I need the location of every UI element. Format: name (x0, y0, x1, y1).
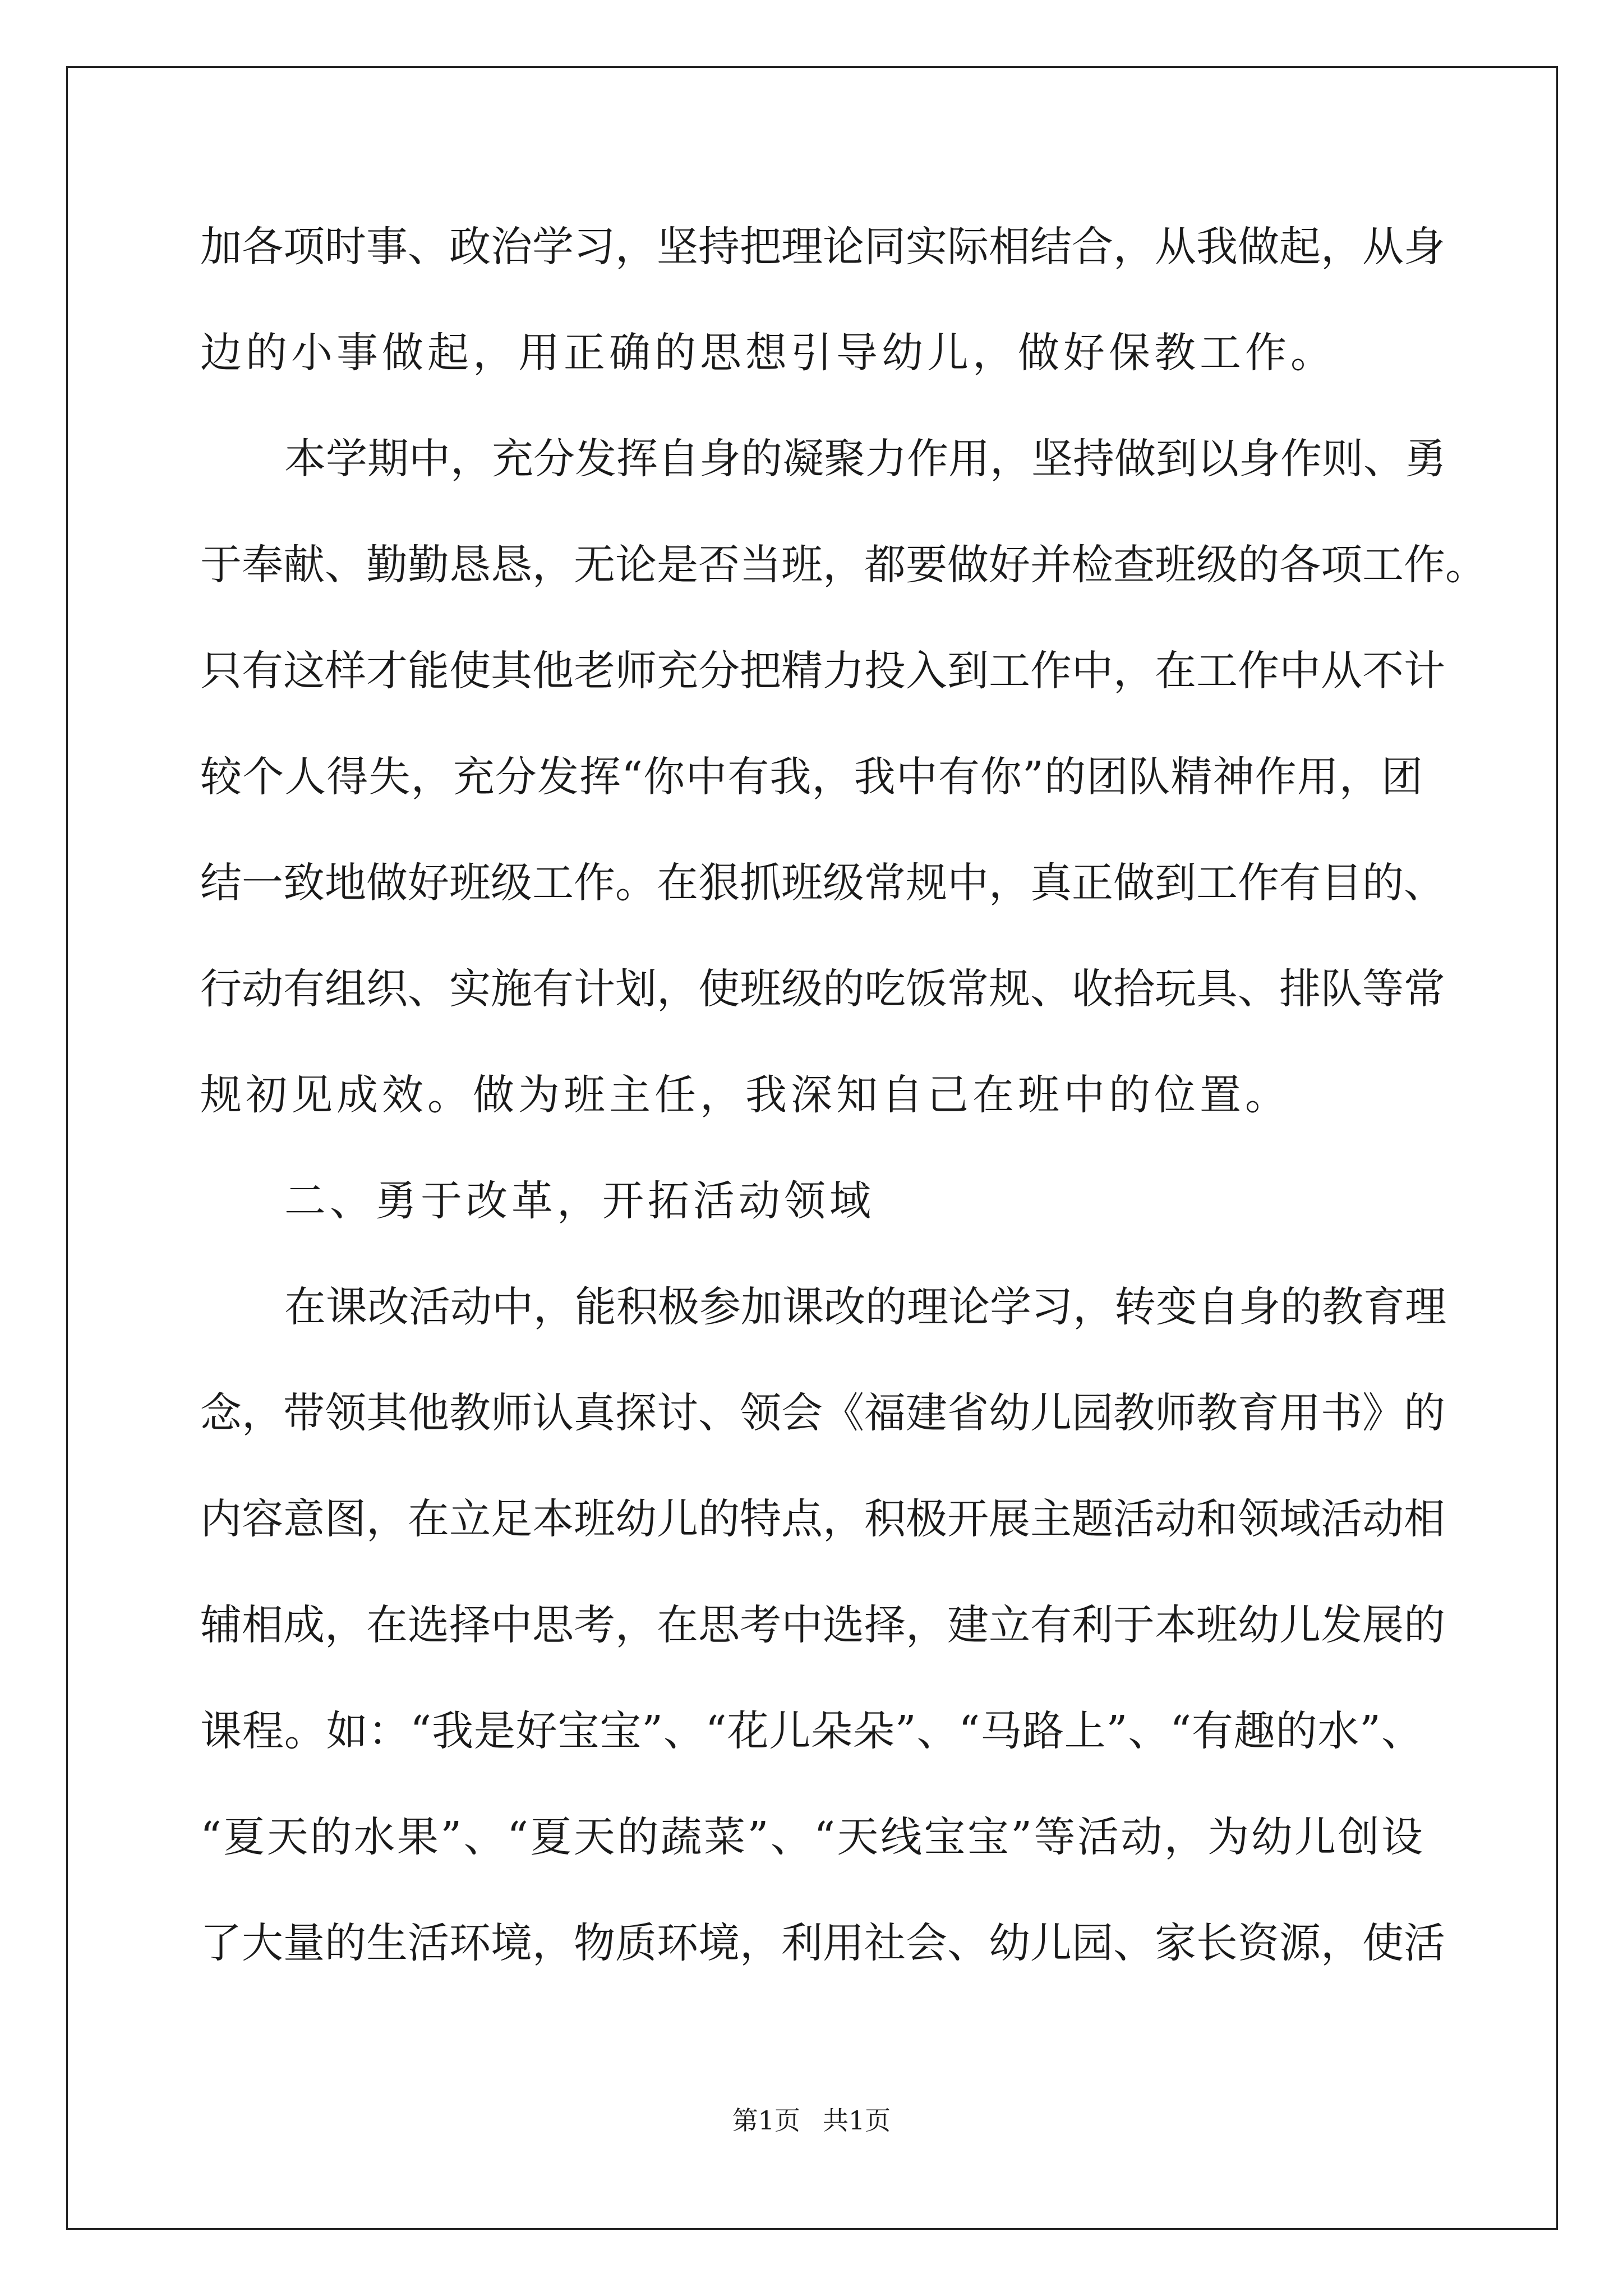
text-line: 课程。如：“我是好宝宝”、“花儿朵朵”、“马路上”、“有趣的水”、 (200, 1707, 1423, 1755)
text-line: “夏天的水果”、“夏天的蔬菜”、“天线宝宝”等活动，为幼儿创设 (200, 1813, 1423, 1861)
text-line: 加各项时事、政治学习，坚持把理论同实际相结合，从我做起，从身 (200, 223, 1445, 271)
text-line: 内容意图，在立足本班幼儿的特点，积极开展主题活动和领域活动相 (200, 1495, 1445, 1543)
text-line: 结一致地做好班级工作。在狠抓班级常规中，真正做到工作有目的、 (200, 859, 1445, 907)
paragraph-first-line: 在课改活动中，能积极参加课改的理论学习，转变自身的教育理 (284, 1283, 1446, 1331)
page-total: 共1页 (823, 2105, 891, 2136)
page-number: 第1页 (732, 2105, 800, 2136)
paragraph-first-line: 本学期中，充分发挥自身的凝聚力作用，坚持做到以身作则、勇 (284, 435, 1446, 483)
page-footer (0, 2104, 1623, 2137)
text-line: 规初见成效。做为班主任，我深知自己在班中的位置。 (200, 1071, 1290, 1119)
text-line: 较个人得失，充分发挥“你中有我，我中有你”的团队精神作用，团 (200, 753, 1423, 801)
text-line: 行动有组织、实施有计划，使班级的吃饭常规、收拾玩具、排队等常 (200, 965, 1445, 1013)
page-frame (66, 66, 1558, 2230)
text-line: 只有这样才能使其他老师充分把精力投入到工作中，在工作中从不计 (200, 647, 1445, 695)
text-line: 念，带领其他教师认真探讨、领会《福建省幼儿园教师教育用书》的 (200, 1389, 1445, 1437)
text-line: 了大量的生活环境，物质环境，利用社会、幼儿园、家长资源，使活 (200, 1919, 1445, 1967)
paragraph-first-line: 二、勇于改革，开拓活动领域 (284, 1177, 875, 1225)
text-line: 边的小事做起，用正确的思想引导幼儿，做好保教工作。 (200, 329, 1336, 377)
text-line: 辅相成，在选择中思考，在思考中选择，建立有利于本班幼儿发展的 (200, 1601, 1445, 1649)
text-line: 于奉献、勤勤恳恳，无论是否当班，都要做好并检查班级的各项工作。 (200, 541, 1487, 589)
